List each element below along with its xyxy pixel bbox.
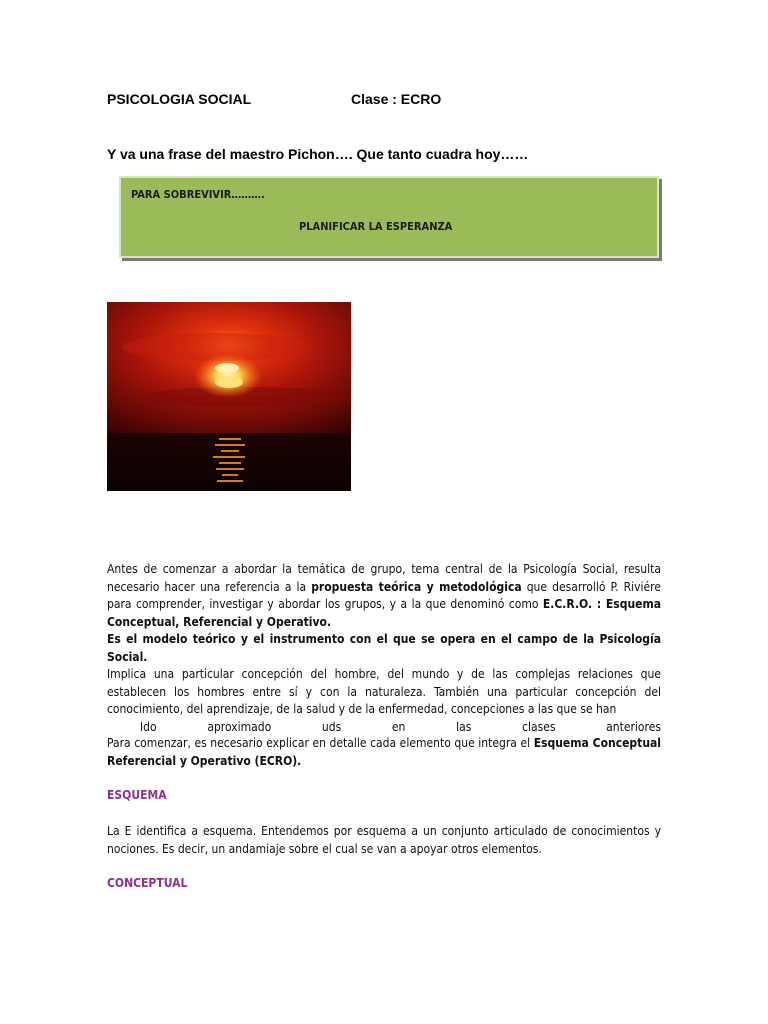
subject-title: PSICOLOGIA SOCIAL xyxy=(107,91,252,107)
quote-intro: Y va una frase del maestro Pichon…. Que tanto cuadra hoy…… xyxy=(107,146,529,162)
sunset-photo xyxy=(107,302,351,491)
p1-text-bold-2: E.C.R.O. : Esquema Conceptual, Referencial y Operativo. xyxy=(107,597,662,629)
heading-conceptual: CONCEPTUAL xyxy=(107,876,188,890)
p1-text-bold-1: propuesta teórica y metodológica xyxy=(311,579,522,594)
paragraph-esquema xyxy=(107,823,661,858)
p1-word: uds xyxy=(321,719,342,734)
p2-text-1: Para comenzar, es necesario explicar en detalle cada elemento que integra el xyxy=(107,736,534,750)
p1-text-3: Implica una particular concepción del hombre, del mundo y de las complejas relaciones que establecen los hombres entre sí y con la naturaleza. También una particular concepción del conocimiento, del aprendizaje, de la salud y de la enfermedad, concepciones a las que se han xyxy=(107,667,661,716)
p1-word: clases xyxy=(522,719,556,734)
heading-esquema: ESQUEMA xyxy=(107,788,167,802)
p1-text-2: que desarrolló P. Riviére para comprender, investigar y abordar los grupos, y a la que denominó como xyxy=(107,579,661,611)
p1-word: aproximado xyxy=(207,719,272,734)
callout-line-2: PLANIFICAR LA ESPERANZA xyxy=(299,220,453,233)
sunset-image xyxy=(107,302,351,491)
p1-text-bold-3: Es el modelo teórico y el instrumento con el que se opera en el campo de la Psicología Social. xyxy=(107,632,661,664)
p2-text-bold: Esquema Conceptual Referencial y Operativo (ECRO). xyxy=(107,736,661,768)
p1-word: en xyxy=(391,719,406,734)
p1-word: anteriores xyxy=(606,719,661,734)
paragraph-ecro-explain xyxy=(107,735,661,770)
p3-text: La E identifica a esquema. Entendemos por esquema a un conjunto articulado de conocimientos y nociones. Es decir, un andamiaje sobre el cual se van a apoyar otros elementos. xyxy=(107,824,661,856)
paragraph-ecro-intro xyxy=(107,561,661,736)
callout-line-1: PARA SOBREVIVIR………. xyxy=(131,188,265,201)
document-header xyxy=(107,91,707,111)
p1-text-1: Antes de comenzar a abordar la temática de grupo, tema central de la Psicología Social, resulta necesario hacer una referencia a la xyxy=(107,562,661,594)
p1-word: las xyxy=(456,719,472,734)
class-title: Clase : ECRO xyxy=(351,91,442,107)
p1-last-line xyxy=(107,719,661,737)
quote-callout-box xyxy=(119,176,659,258)
p1-word: Ido xyxy=(140,719,157,734)
